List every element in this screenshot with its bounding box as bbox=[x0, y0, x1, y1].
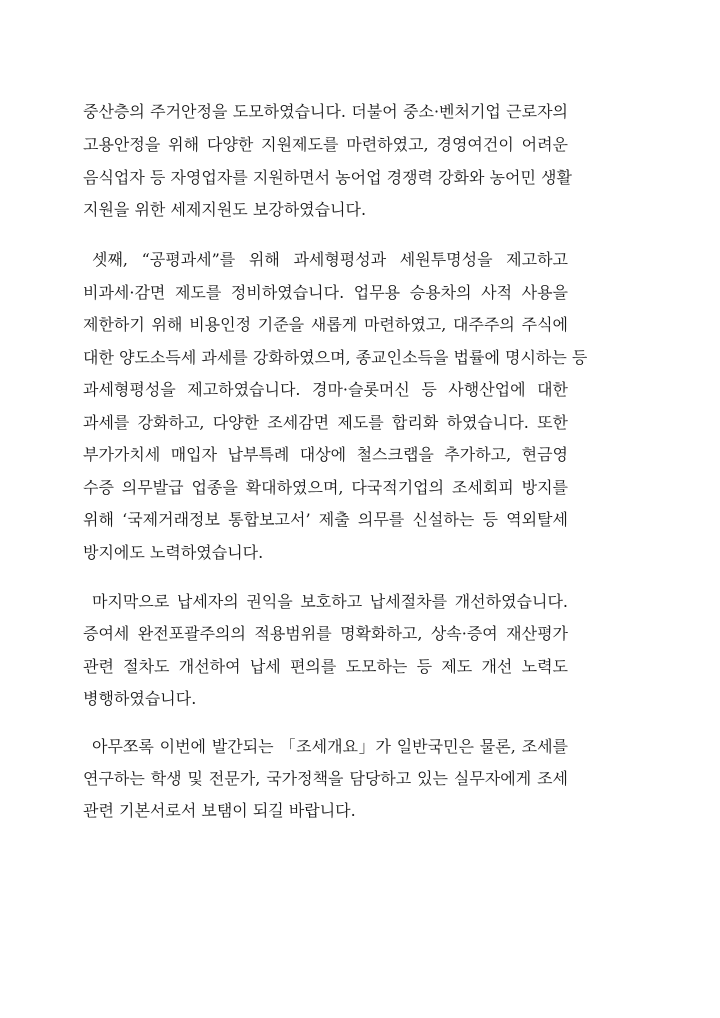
paragraph-line: 제한하기 위해 비용인정 기준을 새롭게 마련하였고, 대주주의 주식에 bbox=[83, 315, 568, 334]
paragraph-line: 마지막으로 납세자의 권익을 보호하고 납세절차를 개선하였습니다. bbox=[92, 592, 568, 611]
paragraph-line: 수증 의무발급 업종을 확대하였으며, 다국적기업의 조세회피 방지를 bbox=[83, 478, 568, 497]
paragraph-line: 방지에도 노력하였습니다. bbox=[83, 543, 264, 562]
paragraph-line: 관련 절차도 개선하여 납세 편의를 도모하는 등 제도 개선 노력도 bbox=[83, 657, 568, 676]
paragraph-line: 대한 양도소득세 과세를 강화하였으며, 종교인소득을 법률에 명시하는 등 bbox=[83, 348, 588, 367]
paragraph-line: 위해 ‘국제거래정보 통합보고서’ 제출 의무를 신설하는 등 역외탈세 bbox=[83, 510, 568, 529]
paragraph-line: 아무쪼록 이번에 발간되는 「조세개요」가 일반국민은 물론, 조세를 bbox=[92, 737, 568, 756]
paragraph-line: 음식업자 등 자영업자를 지원하면서 농어업 경쟁력 강화와 농어민 생활 bbox=[83, 168, 572, 187]
paragraph-line: 연구하는 학생 및 전문가, 국가정책을 담당하고 있는 실무자에게 조세 bbox=[83, 769, 568, 788]
paragraph-line: 중산층의 주거안정을 도모하였습니다. 더불어 중소·벤처기업 근로자의 bbox=[83, 102, 568, 121]
paragraph-line: 비과세·감면 제도를 정비하였습니다. 업무용 승용차의 사적 사용을 bbox=[83, 283, 568, 302]
paragraph-line: 증여세 완전포괄주의의 적용범위를 명확화하고, 상속·증여 재산평가 bbox=[83, 624, 568, 643]
paragraph-line: 관련 기본서로서 보탬이 되길 바랍니다. bbox=[83, 801, 356, 820]
paragraph-line: 과세를 강화하고, 다양한 조세감면 제도를 합리화 하였습니다. 또한 bbox=[83, 413, 568, 432]
paragraph-line: 과세형평성을 제고하였습니다. 경마·슬롯머신 등 사행산업에 대한 bbox=[83, 380, 568, 399]
paragraph-line: 지원을 위한 세제지원도 보강하였습니다. bbox=[83, 200, 367, 219]
paragraph-line: 고용안정을 위해 다양한 지원제도를 마련하였고, 경영여건이 어려운 bbox=[83, 135, 568, 154]
paragraph-line: 부가가치세 매입자 납부특례 대상에 철스크랩을 추가하고, 현금영 bbox=[83, 445, 568, 464]
paragraph-line: 병행하였습니다. bbox=[83, 689, 197, 708]
paragraph-line: 셋째, “공평과세”를 위해 과세형평성과 세원투명성을 제고하고 bbox=[92, 250, 568, 269]
